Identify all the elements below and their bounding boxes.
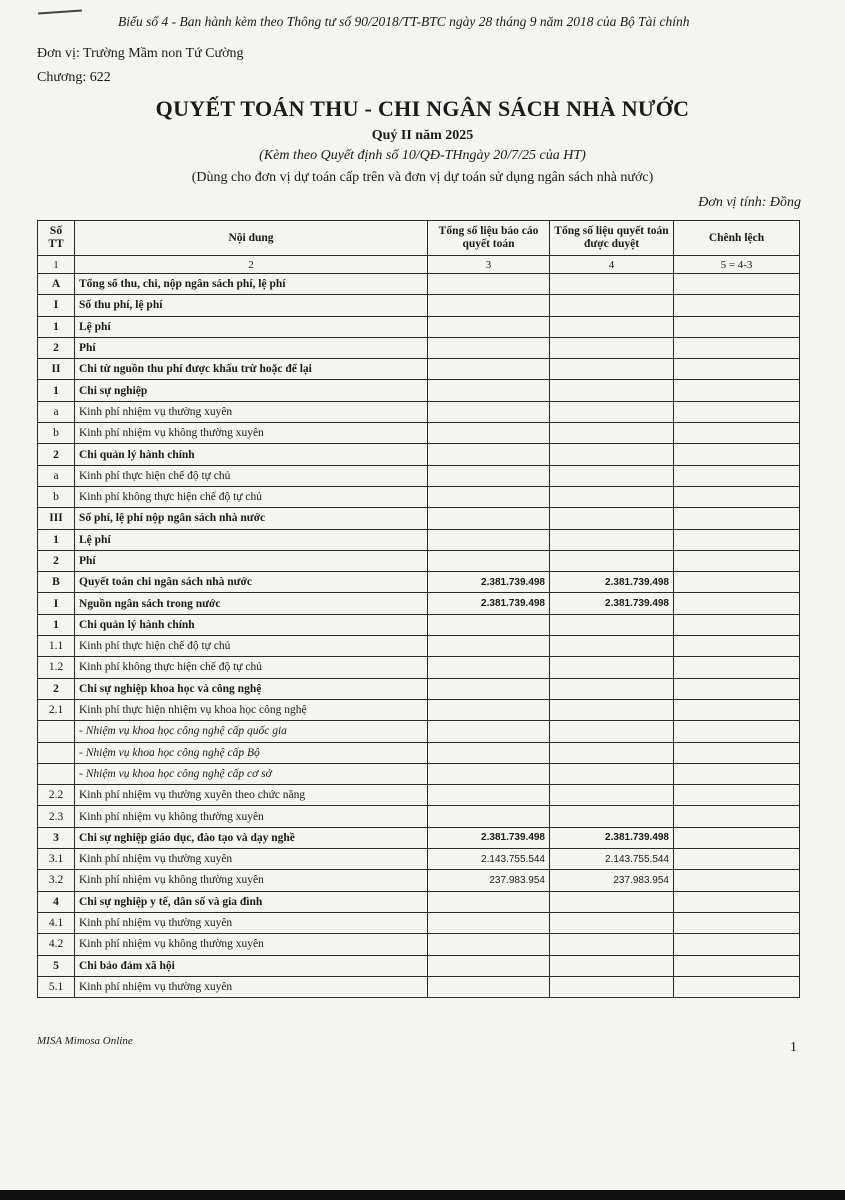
table-row [38,870,800,891]
reported-amount-cell: 2.381.739.498 [428,572,550,593]
row-number-cell: 3.2 [38,870,75,891]
approved-amount-cell: 2.143.755.544 [550,849,674,870]
row-number-cell: A [38,274,75,295]
approved-amount-cell [550,806,674,827]
row-content-cell: - Nhiệm vụ khoa học công nghệ cấp Bộ [75,742,428,763]
difference-cell [674,295,800,316]
table-row [38,849,800,870]
row-content-cell: Phí [75,550,428,571]
row-content-cell: Số thu phí, lệ phí [75,295,428,316]
table-body [38,274,800,998]
report-title: QUYẾT TOÁN THU - CHI NGÂN SÁCH NHÀ NƯỚC [155,96,690,121]
table-row [38,678,800,699]
row-content-cell: Kinh phí nhiệm vụ thường xuyên [75,976,428,997]
row-number-cell: 1 [38,529,75,550]
table-row [38,359,800,380]
row-content-cell: Chi sự nghiệp [75,380,428,401]
difference-cell [674,401,800,422]
row-content-cell: Kinh phí không thực hiện chế độ tự chủ [75,657,428,678]
difference-cell [674,444,800,465]
row-number-cell: B [38,572,75,593]
unit-name: Đơn vị: Trường Mầm non Tứ Cường [37,46,244,61]
row-number-cell: 1.1 [38,636,75,657]
approved-amount-cell [550,295,674,316]
difference-cell [674,508,800,529]
row-number-cell: a [38,465,75,486]
reported-amount-cell [428,529,550,550]
difference-cell [674,423,800,444]
row-number-cell: 4.1 [38,912,75,933]
row-number-cell: 2 [38,678,75,699]
difference-cell [674,550,800,571]
approved-amount-cell [550,316,674,337]
row-content-cell: Lệ phí [75,529,428,550]
reported-amount-cell [428,444,550,465]
chapter-code: Chương: 622 [37,70,111,85]
row-content-cell: Kinh phí nhiệm vụ thường xuyên theo chức năng [75,785,428,806]
difference-cell [674,912,800,933]
difference-cell [674,678,800,699]
column-header: Nội dung [75,221,428,256]
row-content-cell: Nguồn ngân sách trong nước [75,593,428,614]
approved-amount-cell [550,976,674,997]
column-number: 4 [550,256,674,274]
reported-amount-cell [428,295,550,316]
reported-amount-cell [428,359,550,380]
reported-amount-cell [428,955,550,976]
table-row [38,636,800,657]
row-content-cell: Kinh phí thực hiện nhiệm vụ khoa học công nghệ [75,699,428,720]
row-number-cell [38,763,75,784]
table-header-row [38,221,800,256]
row-number-cell: 4 [38,891,75,912]
approved-amount-cell [550,785,674,806]
difference-cell [674,699,800,720]
difference-cell [674,380,800,401]
row-content-cell: Số phí, lệ phí nộp ngân sách nhà nước [75,508,428,529]
difference-cell [674,763,800,784]
reported-amount-cell [428,721,550,742]
table-row [38,742,800,763]
difference-cell [674,614,800,635]
pen-mark [38,9,82,14]
approved-amount-cell [550,508,674,529]
table-row [38,912,800,933]
table-row [38,337,800,358]
row-number-cell [38,742,75,763]
difference-cell [674,934,800,955]
table-row [38,423,800,444]
table-row [38,721,800,742]
approved-amount-cell: 2.381.739.498 [550,827,674,848]
approved-amount-cell: 2.381.739.498 [550,572,674,593]
table-row [38,785,800,806]
budget-settlement-table [37,220,800,998]
reported-amount-cell [428,614,550,635]
reported-amount-cell [428,934,550,955]
approved-amount-cell [550,423,674,444]
difference-cell [674,465,800,486]
reported-amount-cell [428,486,550,507]
approved-amount-cell [550,359,674,380]
table-row [38,550,800,571]
row-content-cell: Kinh phí thực hiện chế độ tự chủ [75,636,428,657]
difference-cell [674,806,800,827]
column-header: Chênh lệch [674,221,800,256]
row-content-cell: Kinh phí nhiệm vụ không thường xuyên [75,934,428,955]
table-row [38,572,800,593]
difference-cell [674,274,800,295]
row-content-cell: Chi từ nguồn thu phí được khấu trừ hoặc để lại [75,359,428,380]
table-row [38,444,800,465]
reported-amount-cell [428,678,550,699]
reported-amount-cell: 2.381.739.498 [428,827,550,848]
table-row [38,593,800,614]
row-content-cell: Quyết toán chi ngân sách nhà nước [75,572,428,593]
row-number-cell: 1 [38,380,75,401]
report-period: Quý II năm 2025 [371,128,474,143]
currency-unit: Đơn vị tính: Đồng [698,195,801,210]
table-row [38,380,800,401]
approved-amount-cell [550,529,674,550]
table-row [38,763,800,784]
form-reference-note: Biểu số 4 - Ban hành kèm theo Thông tư số 90/2018/TT-BTC ngày 28 tháng 9 năm 2018 của Bộ Tài chính [118,14,690,29]
column-number: 1 [38,256,75,274]
row-number-cell: 2.3 [38,806,75,827]
approved-amount-cell [550,699,674,720]
row-number-cell: 2.1 [38,699,75,720]
difference-cell [674,976,800,997]
approved-amount-cell [550,742,674,763]
reported-amount-cell [428,423,550,444]
table-row [38,806,800,827]
row-number-cell: I [38,295,75,316]
row-content-cell: Chi bảo đảm xã hội [75,955,428,976]
approved-amount-cell [550,636,674,657]
reported-amount-cell [428,274,550,295]
reported-amount-cell [428,742,550,763]
row-number-cell: 2 [38,337,75,358]
row-content-cell: Kinh phí thực hiện chế độ tự chủ [75,465,428,486]
difference-cell [674,337,800,358]
table-row [38,529,800,550]
row-content-cell: Kinh phí nhiệm vụ thường xuyên [75,401,428,422]
table-row [38,699,800,720]
column-number-row [38,256,800,274]
table-row [38,934,800,955]
row-content-cell: Chi quản lý hành chính [75,444,428,465]
difference-cell [674,870,800,891]
approved-amount-cell [550,657,674,678]
row-number-cell: 4.2 [38,934,75,955]
row-number-cell: 5.1 [38,976,75,997]
row-number-cell: b [38,486,75,507]
reported-amount-cell [428,657,550,678]
row-content-cell: - Nhiệm vụ khoa học công nghệ cấp quốc gia [75,721,428,742]
row-number-cell: a [38,401,75,422]
approved-amount-cell [550,444,674,465]
approved-amount-cell: 2.381.739.498 [550,593,674,614]
approved-amount-cell [550,763,674,784]
table-row [38,486,800,507]
decision-reference: (Kèm theo Quyết định số 10/QĐ-THngày 20/7/25 của HT) [259,148,586,163]
row-content-cell: Chi sự nghiệp giáo dục, đào tạo và dạy nghề [75,827,428,848]
row-number-cell [38,721,75,742]
row-content-cell: Phí [75,337,428,358]
table-row [38,401,800,422]
difference-cell [674,849,800,870]
row-number-cell: I [38,593,75,614]
approved-amount-cell: 237.983.954 [550,870,674,891]
approved-amount-cell [550,401,674,422]
approved-amount-cell [550,912,674,933]
table-row [38,508,800,529]
row-number-cell: III [38,508,75,529]
approved-amount-cell [550,678,674,699]
row-number-cell: 2 [38,444,75,465]
column-header: Tổng số liệu quyết toán được duyệt [550,221,674,256]
table-row [38,295,800,316]
report-scope: (Dùng cho đơn vị dự toán cấp trên và đơn vị dự toán sử dụng ngân sách nhà nước) [191,170,654,185]
approved-amount-cell [550,465,674,486]
difference-cell [674,529,800,550]
difference-cell [674,827,800,848]
difference-cell [674,359,800,380]
table-row [38,614,800,635]
row-number-cell: 1 [38,614,75,635]
approved-amount-cell [550,614,674,635]
reported-amount-cell [428,636,550,657]
page-number: 1 [790,1040,797,1055]
column-number: 5 = 4-3 [674,256,800,274]
table-row [38,976,800,997]
difference-cell [674,955,800,976]
difference-cell [674,721,800,742]
difference-cell [674,785,800,806]
reported-amount-cell [428,380,550,401]
row-content-cell: Kinh phí nhiệm vụ không thường xuyên [75,423,428,444]
column-header: Tổng số liệu báo cáo quyết toán [428,221,550,256]
row-content-cell: Lệ phí [75,316,428,337]
reported-amount-cell [428,401,550,422]
approved-amount-cell [550,891,674,912]
difference-cell [674,316,800,337]
approved-amount-cell [550,550,674,571]
row-content-cell: Tổng số thu, chi, nộp ngân sách phí, lệ phí [75,274,428,295]
column-number: 2 [75,256,428,274]
row-number-cell: 1 [38,316,75,337]
row-number-cell: 5 [38,955,75,976]
table-row [38,827,800,848]
reported-amount-cell [428,763,550,784]
reported-amount-cell [428,316,550,337]
row-number-cell: II [38,359,75,380]
reported-amount-cell: 237.983.954 [428,870,550,891]
difference-cell [674,486,800,507]
scan-edge [0,1190,845,1200]
row-number-cell: 1.2 [38,657,75,678]
difference-cell [674,657,800,678]
row-content-cell: Chi sự nghiệp khoa học và công nghệ [75,678,428,699]
reported-amount-cell [428,912,550,933]
row-number-cell: 2.2 [38,785,75,806]
difference-cell [674,572,800,593]
row-content-cell: Kinh phí nhiệm vụ không thường xuyên [75,870,428,891]
reported-amount-cell [428,465,550,486]
row-content-cell: - Nhiệm vụ khoa học công nghệ cấp cơ sở [75,763,428,784]
difference-cell [674,742,800,763]
table-row [38,465,800,486]
row-number-cell: b [38,423,75,444]
approved-amount-cell [550,934,674,955]
column-header: Số TT [38,221,75,256]
approved-amount-cell [550,721,674,742]
approved-amount-cell [550,380,674,401]
column-number: 3 [428,256,550,274]
difference-cell [674,891,800,912]
table-row [38,274,800,295]
row-content-cell: Kinh phí nhiệm vụ thường xuyên [75,849,428,870]
reported-amount-cell [428,891,550,912]
approved-amount-cell [550,486,674,507]
reported-amount-cell [428,508,550,529]
difference-cell [674,593,800,614]
approved-amount-cell [550,955,674,976]
reported-amount-cell [428,699,550,720]
row-number-cell: 3 [38,827,75,848]
row-number-cell: 2 [38,550,75,571]
reported-amount-cell [428,337,550,358]
table-row [38,891,800,912]
software-name: MISA Mimosa Online [37,1035,133,1047]
row-number-cell: 3.1 [38,849,75,870]
row-content-cell: Kinh phí nhiệm vụ thường xuyên [75,912,428,933]
reported-amount-cell [428,785,550,806]
row-content-cell: Chi quản lý hành chính [75,614,428,635]
table-row [38,955,800,976]
row-content-cell: Kinh phí nhiệm vụ không thường xuyên [75,806,428,827]
approved-amount-cell [550,274,674,295]
reported-amount-cell: 2.381.739.498 [428,593,550,614]
reported-amount-cell: 2.143.755.544 [428,849,550,870]
reported-amount-cell [428,806,550,827]
table-row [38,657,800,678]
reported-amount-cell [428,976,550,997]
approved-amount-cell [550,337,674,358]
table-row [38,316,800,337]
reported-amount-cell [428,550,550,571]
difference-cell [674,636,800,657]
row-content-cell: Kinh phí không thực hiện chế độ tự chủ [75,486,428,507]
row-content-cell: Chi sự nghiệp y tế, dân số và gia đình [75,891,428,912]
